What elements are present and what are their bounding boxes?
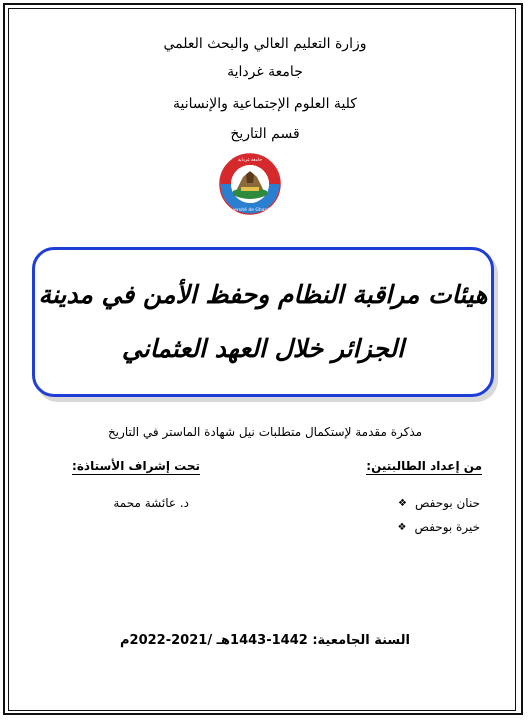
- diamond-bullet-icon: ❖: [397, 497, 407, 509]
- thesis-title-line-1: هيئات مراقبة النظام وحفظ الأمن في مدينة: [38, 280, 488, 309]
- ministry-line: وزارة التعليم العالي والبحث العلمي: [163, 36, 367, 52]
- memo-description: مذكرة مقدمة لإستكمال متطلبات نيل شهادة الماستر في التاريخ: [107, 425, 423, 439]
- student-name: حنان بوحفص: [414, 496, 480, 510]
- student-name: خيرة بوحفص: [414, 520, 480, 534]
- student-name-row: [398, 496, 480, 510]
- department-line: قسم التاريخ: [230, 126, 300, 142]
- academic-year: السنة الجامعية: 1442-1443هـ /2021-2022م: [120, 633, 410, 648]
- diamond-bullet-icon: ❖: [397, 521, 407, 533]
- logo-bottom-text: Université de Ghardaia: [224, 208, 276, 213]
- university-line: جامعة غرداية: [227, 64, 303, 80]
- supervisor-label: تحت إشراف الأستاذة:: [72, 459, 200, 473]
- student-name-row: [398, 520, 480, 534]
- faculty-line: كلية العلوم الإجتماعية والإنسانية: [173, 96, 357, 112]
- students-label: من إعداد الطالبتين:: [366, 459, 482, 473]
- supervisor-name: د. عائشة محمة: [113, 496, 189, 510]
- thesis-title-box: [32, 247, 494, 397]
- thesis-title-line-2: الجزائر خلال العهد العثماني: [121, 334, 405, 363]
- logo-top-text: جامعة غرداية: [237, 158, 263, 163]
- university-emblem-icon: [219, 153, 281, 215]
